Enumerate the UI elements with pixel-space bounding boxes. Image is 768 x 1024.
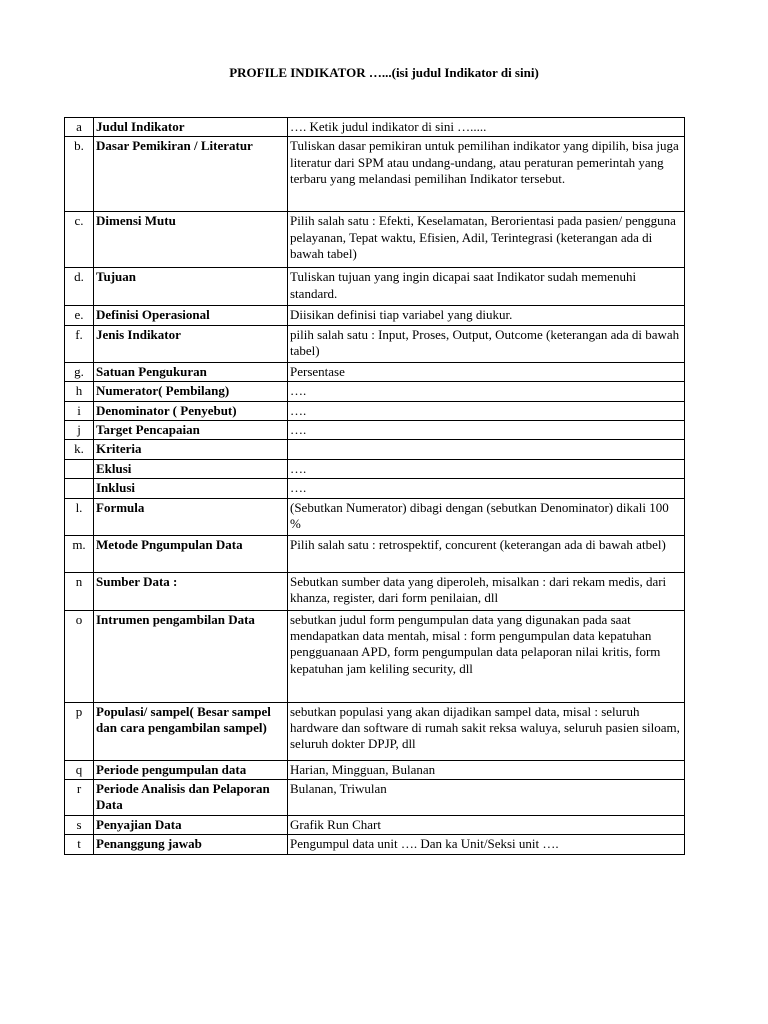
- row-value: …. Ketik judul indikator di sini ….....: [288, 118, 685, 137]
- row-letter: a: [65, 118, 94, 137]
- row-label: Tujuan: [94, 268, 288, 306]
- row-letter: t: [65, 835, 94, 854]
- table-row: [65, 610, 685, 702]
- row-value: ….: [288, 401, 685, 420]
- row-letter: e.: [65, 306, 94, 325]
- table-row: [65, 572, 685, 610]
- row-value: sebutkan judul form pengumpulan data yang digunakan pada saat mendapatkan data mentah, misal : form pengumpulan data kepatuhan pengguanaan APD, form pengumpulan data pelaporan nilai kritis, form kepatuhan jam keliling security, dll: [288, 610, 685, 702]
- row-letter: [65, 479, 94, 498]
- table-row: [65, 118, 685, 137]
- table-row: [65, 535, 685, 572]
- row-label: Target Pencapaian: [94, 421, 288, 440]
- indicator-profile-table: [64, 117, 685, 855]
- table-row: [65, 835, 685, 854]
- table-row: [65, 816, 685, 835]
- row-label: Eklusi: [94, 459, 288, 478]
- table-row: [65, 498, 685, 535]
- row-label: Metode Pngumpulan Data: [94, 535, 288, 572]
- row-label: Penanggung jawab: [94, 835, 288, 854]
- row-value: Tuliskan tujuan yang ingin dicapai saat Indikator sudah memenuhi standard.: [288, 268, 685, 306]
- row-letter: j: [65, 421, 94, 440]
- row-label: Periode Analisis dan Pelaporan Data: [94, 780, 288, 816]
- row-label: Jenis Indikator: [94, 325, 288, 362]
- row-label: Populasi/ sampel( Besar sampel dan cara pengambilan sampel): [94, 702, 288, 760]
- row-value: Pengumpul data unit …. Dan ka Unit/Seksi unit ….: [288, 835, 685, 854]
- row-label: Sumber Data :: [94, 572, 288, 610]
- row-label: Definisi Operasional: [94, 306, 288, 325]
- row-label: Intrumen pengambilan Data: [94, 610, 288, 702]
- row-value: (Sebutkan Numerator) dibagi dengan (sebutkan Denominator) dikali 100 %: [288, 498, 685, 535]
- row-value: [288, 440, 685, 459]
- row-letter: h: [65, 382, 94, 401]
- row-label: Formula: [94, 498, 288, 535]
- row-letter: p: [65, 702, 94, 760]
- row-value: ….: [288, 479, 685, 498]
- table-row: [65, 421, 685, 440]
- row-letter: l.: [65, 498, 94, 535]
- row-label: Satuan Pengukuran: [94, 362, 288, 381]
- row-value: Sebutkan sumber data yang diperoleh, misalkan : dari rekam medis, dari khanza, register, dari form penilaian, dll: [288, 572, 685, 610]
- row-value: sebutkan populasi yang akan dijadikan sampel data, misal : seluruh hardware dan software di rumah sakit reksa waluya, seluruh pasien siloam, seluruh dokter DPJP, dll: [288, 702, 685, 760]
- row-value: Tuliskan dasar pemikiran untuk pemilihan indikator yang dipilih, bisa juga literatur dari SPM atau undang-undang, atau peraturan pemerintah yang terbaru yang melandasi pemilihan Indikator tersebut.: [288, 137, 685, 212]
- table-row: [65, 760, 685, 779]
- row-letter: f.: [65, 325, 94, 362]
- table-row: [65, 306, 685, 325]
- row-label: Periode pengumpulan data: [94, 760, 288, 779]
- row-letter: k.: [65, 440, 94, 459]
- table-row: [65, 780, 685, 816]
- row-value: Persentase: [288, 362, 685, 381]
- table-row: [65, 325, 685, 362]
- table-row: [65, 212, 685, 268]
- row-value: Pilih salah satu : Efekti, Keselamatan, Berorientasi pada pasien/ pengguna pelayanan, Tepat waktu, Efisien, Adil, Terintegrasi (keterangan ada di bawah tabel): [288, 212, 685, 268]
- row-value: Grafik Run Chart: [288, 816, 685, 835]
- row-letter: g.: [65, 362, 94, 381]
- row-value: ….: [288, 459, 685, 478]
- row-label: Judul Indikator: [94, 118, 288, 137]
- document-title: PROFILE INDIKATOR …...(isi judul Indikator di sini): [229, 65, 539, 80]
- table-row: [65, 137, 685, 212]
- table-row: [65, 479, 685, 498]
- row-letter: q: [65, 760, 94, 779]
- row-letter: m.: [65, 535, 94, 572]
- row-letter: [65, 459, 94, 478]
- row-label: Inklusi: [94, 479, 288, 498]
- row-label: Dasar Pemikiran / Literatur: [94, 137, 288, 212]
- row-letter: r: [65, 780, 94, 816]
- row-letter: d.: [65, 268, 94, 306]
- row-letter: c.: [65, 212, 94, 268]
- table-row: [65, 268, 685, 306]
- row-value: pilih salah satu : Input, Proses, Output, Outcome (keterangan ada di bawah tabel): [288, 325, 685, 362]
- row-label: Denominator ( Penyebut): [94, 401, 288, 420]
- row-label: Penyajian Data: [94, 816, 288, 835]
- row-value: ….: [288, 382, 685, 401]
- table-row: [65, 382, 685, 401]
- table-row: [65, 440, 685, 459]
- table-row: [65, 401, 685, 420]
- row-value: Bulanan, Triwulan: [288, 780, 685, 816]
- row-letter: i: [65, 401, 94, 420]
- row-letter: o: [65, 610, 94, 702]
- row-label: Kriteria: [94, 440, 288, 459]
- row-value: Pilih salah satu : retrospektif, concurent (keterangan ada di bawah atbel): [288, 535, 685, 572]
- table-row: [65, 702, 685, 760]
- table-row: [65, 459, 685, 478]
- row-letter: s: [65, 816, 94, 835]
- row-value: Diisikan definisi tiap variabel yang diukur.: [288, 306, 685, 325]
- row-letter: b.: [65, 137, 94, 212]
- row-value: Harian, Mingguan, Bulanan: [288, 760, 685, 779]
- row-label: Numerator( Pembilang): [94, 382, 288, 401]
- row-label: Dimensi Mutu: [94, 212, 288, 268]
- row-letter: n: [65, 572, 94, 610]
- table-row: [65, 362, 685, 381]
- row-value: ….: [288, 421, 685, 440]
